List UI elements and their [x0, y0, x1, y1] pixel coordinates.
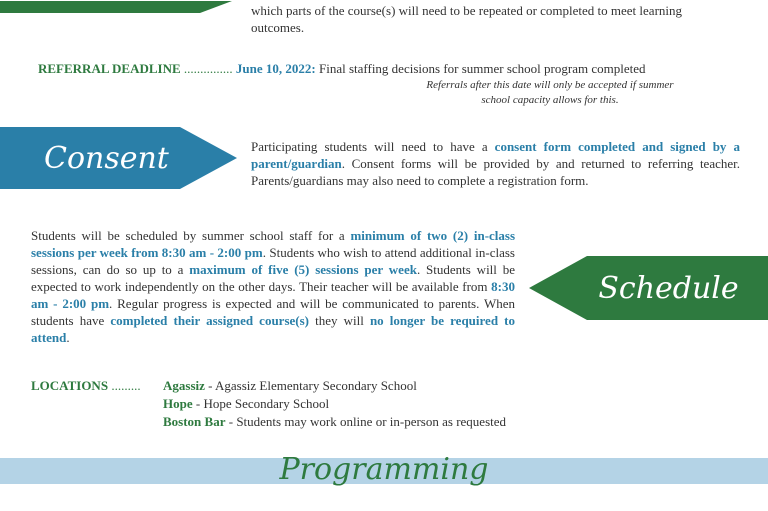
referral-dots: ...............: [183, 61, 233, 76]
referral-note: [380, 78, 720, 108]
location-item: [163, 377, 417, 395]
intro-text: [251, 2, 741, 36]
top-ribbon-fragment: [0, 0, 232, 12]
programming-title: Programming: [279, 452, 489, 487]
location-name: Boston Bar: [163, 414, 226, 429]
referral-date: June 10, 2022:: [235, 61, 316, 76]
consent-banner: [0, 127, 237, 189]
locations-section: [31, 377, 591, 437]
schedule-highlight-4: completed their assigned course(s): [110, 313, 309, 328]
schedule-title: Schedule: [598, 270, 739, 306]
schedule-highlight-1: minimum of two (2) in-class sessions per week from 8:30 am - 2:00 pm: [31, 228, 516, 260]
referral-note-line-2: school capacity allows for this.: [481, 94, 619, 106]
schedule-highlight-2: maximum of five (5) sessions per week: [189, 262, 417, 277]
programming-header-bar: [0, 452, 768, 487]
schedule-banner: [529, 256, 768, 320]
location-name: Agassiz: [163, 378, 205, 393]
schedule-highlight-5: no longer be required to attend: [31, 313, 515, 345]
referral-text: Final staffing decisions for summer school program completed: [318, 61, 646, 76]
schedule-text-4: . Regular progress is expected and will be communicated to parents. When students have: [31, 296, 516, 328]
location-desc: - Students may work online or in-person as requested: [225, 414, 507, 429]
consent-text: [251, 138, 740, 189]
consent-text-part-1: Participating students will need to have a: [251, 139, 488, 154]
locations-label: LOCATIONS: [31, 378, 109, 393]
location-name: Hope: [163, 396, 193, 411]
schedule-text-6: .: [66, 330, 70, 345]
intro-line-2: outcomes.: [251, 20, 305, 35]
location-desc: - Hope Secondary School: [192, 396, 330, 411]
schedule-text-3: . Students will be expected to work independently on the other days. Their teacher will be available from: [31, 262, 516, 294]
referral-deadline: [38, 61, 645, 77]
schedule-text-1: Students will be scheduled by summer school staff for a: [31, 228, 345, 243]
locations-dots: .........: [111, 378, 141, 393]
intro-line-1: which parts of the course(s) will need to be repeated or completed to meet learning: [251, 3, 683, 18]
location-item: [163, 395, 329, 413]
consent-text-part-2: . Consent forms will be provided by and returned to referring teacher. Parents/guardians may also need to complete a registration form.: [251, 156, 740, 188]
schedule-highlight-3: 8:30 am - 2:00 pm: [31, 279, 515, 311]
schedule-text: [31, 227, 515, 346]
referral-label: REFERRAL DEADLINE: [38, 61, 181, 76]
location-item: [163, 413, 506, 431]
consent-title: Consent: [44, 140, 169, 176]
consent-highlight: consent form completed and signed by a parent/guardian: [251, 139, 740, 171]
referral-note-line-1: Referrals after this date will only be accepted if summer: [426, 79, 674, 91]
location-desc: - Agassiz Elementary Secondary School: [204, 378, 417, 393]
schedule-text-5: they will: [315, 313, 364, 328]
schedule-text-2: . Students who wish to attend additional in-class sessions, can do so up to a: [31, 245, 515, 277]
